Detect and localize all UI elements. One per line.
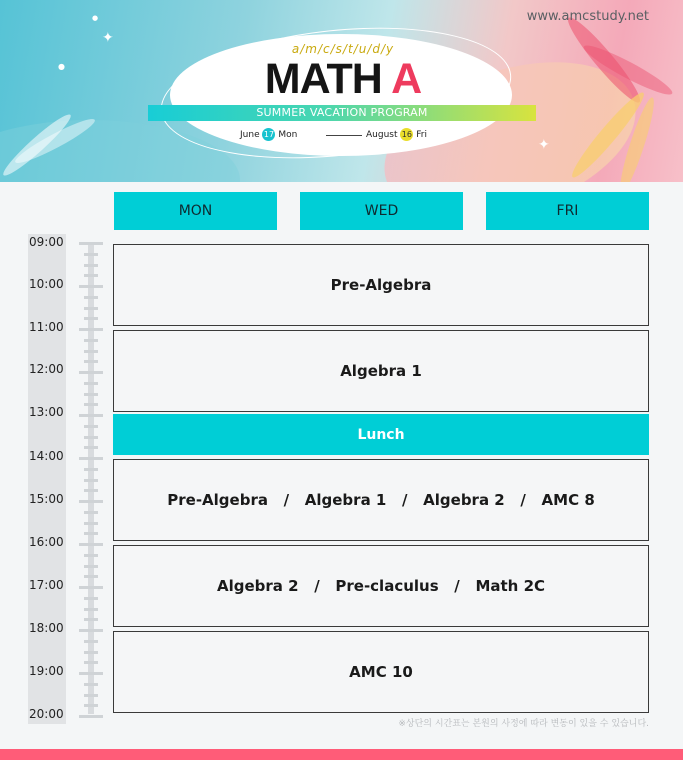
time-label: 19:00 bbox=[29, 664, 64, 678]
ruler-tick bbox=[79, 629, 103, 632]
time-label: 11:00 bbox=[29, 320, 64, 334]
ruler-tick bbox=[79, 414, 103, 417]
ruler-tick bbox=[84, 704, 98, 707]
ruler-tick bbox=[84, 339, 98, 342]
time-label: 17:00 bbox=[29, 578, 64, 592]
ruler-tick bbox=[84, 296, 98, 299]
ruler-tick bbox=[84, 522, 98, 525]
ruler-tick bbox=[79, 715, 103, 718]
time-label: 13:00 bbox=[29, 405, 64, 419]
footnote: ※상단의 시간표는 본원의 사정에 따라 변동이 있을 수 있습니다. bbox=[398, 719, 649, 729]
sparkle-icon: ✦ bbox=[102, 30, 114, 46]
ruler-tick bbox=[79, 371, 103, 374]
ruler-tick bbox=[84, 694, 98, 697]
time-label: 15:00 bbox=[29, 492, 64, 506]
ruler-tick bbox=[84, 403, 98, 406]
day-header-wed: WED bbox=[300, 192, 463, 230]
ruler-tick bbox=[84, 253, 98, 256]
end-day-badge: 16 bbox=[401, 130, 412, 139]
ruler-tick bbox=[84, 393, 98, 396]
ruler-tick bbox=[84, 640, 98, 643]
sparkle-icon: ● bbox=[92, 14, 99, 22]
session-label: Pre-Algebra bbox=[330, 276, 432, 294]
ruler-tick bbox=[84, 382, 98, 385]
ruler-tick bbox=[84, 565, 98, 568]
time-label: 10:00 bbox=[29, 277, 64, 291]
ruler-tick bbox=[84, 468, 98, 471]
session-block[interactable] bbox=[113, 244, 649, 326]
end-month: August bbox=[366, 130, 398, 140]
day-header-mon: MON bbox=[114, 192, 277, 230]
ruler-tick bbox=[84, 436, 98, 439]
lunch-block bbox=[113, 414, 649, 455]
ruler-tick bbox=[84, 446, 98, 449]
ruler-tick bbox=[79, 672, 103, 675]
ruler-tick bbox=[84, 317, 98, 320]
sparkle-icon: ✦ bbox=[538, 137, 550, 153]
start-day-badge: 17 bbox=[263, 130, 275, 139]
ruler-tick bbox=[79, 457, 103, 460]
ruler-tick bbox=[84, 264, 98, 267]
time-label: 12:00 bbox=[29, 362, 64, 376]
ruler-tick bbox=[84, 511, 98, 514]
ruler-tick bbox=[84, 479, 98, 482]
session-label: AMC 10 bbox=[349, 663, 413, 681]
session-block[interactable] bbox=[113, 631, 649, 713]
ruler-tick bbox=[84, 554, 98, 557]
ruler-tick bbox=[84, 661, 98, 664]
ruler-tick bbox=[84, 489, 98, 492]
session-block[interactable] bbox=[113, 459, 649, 541]
start-weekday: Mon bbox=[278, 130, 298, 140]
session-label: Algebra 1 bbox=[340, 362, 422, 380]
ruler-tick bbox=[79, 543, 103, 546]
ruler-tick bbox=[79, 500, 103, 503]
time-label: 14:00 bbox=[29, 449, 64, 463]
sparkle-icon: ● bbox=[58, 62, 65, 71]
ruler-tick bbox=[84, 608, 98, 611]
logo-title bbox=[250, 56, 436, 102]
ruler-tick bbox=[84, 575, 98, 578]
ruler-tick bbox=[84, 651, 98, 654]
ruler-tick bbox=[79, 586, 103, 589]
end-weekday: Fri bbox=[416, 130, 427, 140]
start-month: June bbox=[240, 130, 260, 140]
session-label: Algebra 2 / Pre-claculus / Math 2C bbox=[216, 577, 546, 595]
ruler-tick bbox=[84, 307, 98, 310]
date-divider bbox=[326, 135, 362, 136]
session-label: Pre-Algebra / Algebra 1 / Algebra 2 / AMC 8 bbox=[167, 491, 595, 509]
logo-subtitle: a/m/c/s/t/u/d/y bbox=[291, 42, 395, 56]
program-banner-text: SUMMER VACATION PROGRAM bbox=[256, 106, 428, 119]
ruler-tick bbox=[79, 285, 103, 288]
ruler-tick bbox=[84, 425, 98, 428]
ruler-tick bbox=[84, 618, 98, 621]
ruler-tick bbox=[79, 328, 103, 331]
time-label: 18:00 bbox=[29, 621, 64, 635]
time-label: 16:00 bbox=[29, 535, 64, 549]
bottom-bar bbox=[0, 749, 683, 760]
time-label: 20:00 bbox=[29, 707, 64, 721]
date-range bbox=[240, 128, 450, 142]
session-block[interactable] bbox=[113, 545, 649, 627]
ruler-tick bbox=[84, 532, 98, 535]
day-header-fri: FRI bbox=[486, 192, 649, 230]
time-column bbox=[28, 234, 66, 724]
ruler-tick bbox=[84, 350, 98, 353]
site-url[interactable]: www.amcstudy.net bbox=[526, 9, 649, 24]
ruler-tick bbox=[84, 683, 98, 686]
time-label: 09:00 bbox=[29, 235, 64, 249]
ruler-tick bbox=[79, 242, 103, 245]
session-block[interactable] bbox=[113, 330, 649, 412]
logo-title-accent: A bbox=[391, 55, 422, 103]
header-banner bbox=[0, 0, 683, 182]
ruler-tick bbox=[84, 597, 98, 600]
logo-title-main: MATH bbox=[264, 55, 392, 103]
ruler-tick bbox=[84, 360, 98, 363]
ruler-tick bbox=[84, 274, 98, 277]
lunch-label: Lunch bbox=[357, 426, 405, 443]
